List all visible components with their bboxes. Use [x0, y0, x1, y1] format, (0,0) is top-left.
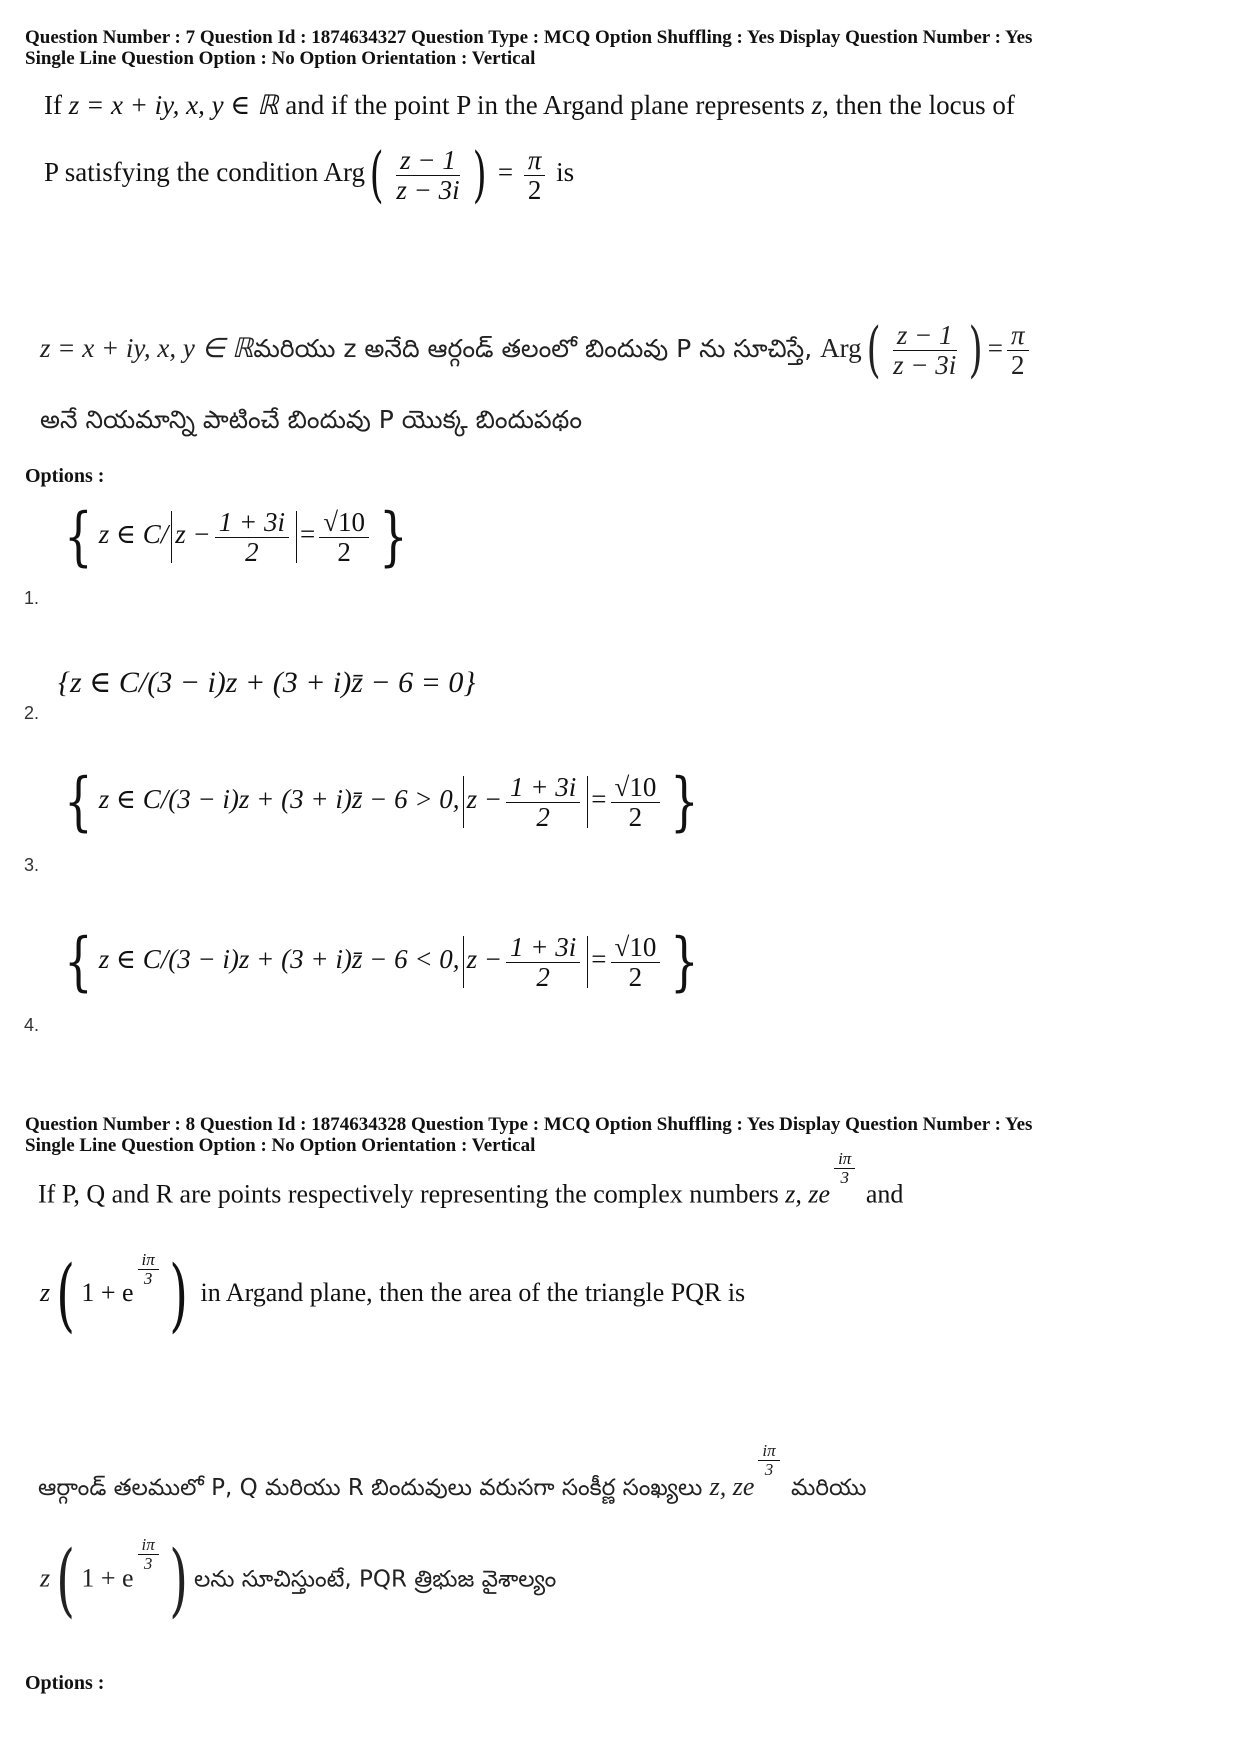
- option-pre: z ∈ C/: [98, 519, 169, 550]
- q8-te-exponent: [758, 1442, 779, 1479]
- rhs-den: 2: [628, 801, 643, 832]
- q8-options-label: Options :: [25, 1672, 105, 1694]
- q7-if: If: [44, 90, 62, 120]
- right-paren: ): [472, 140, 487, 210]
- equals: =: [987, 333, 1003, 363]
- left-paren: (: [866, 315, 881, 385]
- q7-meta-line2: Single Line Question Option : No Option Orientation : Vertical: [25, 48, 536, 69]
- q8-te-text2: లను సూచిస్తుంటే, PQR త్రిభుజ వైశాల్యం: [194, 1566, 557, 1593]
- q8-te-one-plus-e: 1 + e: [81, 1563, 134, 1593]
- equals: =: [591, 784, 607, 815]
- abs-bar: [296, 511, 297, 563]
- frac-num: z − 1: [893, 321, 957, 350]
- left-brace: {: [64, 500, 93, 574]
- q7-te-arg: Arg: [820, 333, 862, 363]
- two: 2: [527, 174, 542, 205]
- q8-te-z: z: [40, 1563, 51, 1593]
- q7-option-4-number: 4.: [24, 1015, 40, 1035]
- right-brace: }: [379, 500, 408, 574]
- exp-num: iπ: [138, 1251, 159, 1270]
- q7-te-pi-over-2: [1007, 321, 1029, 379]
- left-paren: (: [56, 1248, 76, 1341]
- rhs-num: √10: [319, 508, 369, 537]
- right-brace: }: [670, 925, 699, 999]
- left-paren: (: [369, 140, 384, 210]
- frac-den: z − 3i: [396, 174, 460, 205]
- q8-meta-line1: Question Number : 8 Question Id : 1874634328 Question Type : MCQ Option Shuffling : Yes Display Question Number : Yes: [25, 1114, 1033, 1135]
- exp-den: 3: [143, 1268, 153, 1288]
- pi: π: [524, 146, 546, 175]
- exp-num: iπ: [758, 1442, 779, 1461]
- q7-option-1[interactable]: [58, 500, 414, 574]
- exp-den: 3: [840, 1167, 849, 1187]
- q7-z: z,: [811, 90, 829, 120]
- frac-den: z − 3i: [893, 349, 957, 380]
- q7-options-label: Options :: [25, 465, 105, 487]
- q8-meta-line2: Single Line Question Option : No Option Orientation : Vertical: [25, 1135, 536, 1156]
- abs-bar: [171, 511, 172, 563]
- pi: π: [1007, 321, 1029, 350]
- rhs-num: √10: [611, 773, 661, 802]
- left-brace: {: [64, 765, 93, 839]
- q8-te-math1: z, ze: [709, 1471, 755, 1501]
- equals: =: [591, 944, 607, 975]
- q7-telugu-line1: [40, 315, 1033, 385]
- left-paren: (: [56, 1533, 76, 1626]
- q8-meta: [25, 1114, 1032, 1156]
- q7-english-line1: [44, 90, 1015, 121]
- q8-te-and: మరియు: [790, 1474, 867, 1501]
- exp-num: iπ: [834, 1150, 855, 1169]
- q7-is: is: [556, 157, 575, 188]
- option-rhs: [611, 773, 661, 831]
- q7-option-4[interactable]: [58, 925, 705, 999]
- frac-num: 1 + 3i: [506, 933, 580, 962]
- abs-bar: [587, 936, 588, 988]
- option-pre: z ∈ C/(3 − i)z + (3 + i)z̄ − 6 < 0,: [98, 944, 460, 975]
- option-pre: z ∈ C/(3 − i)z + (3 + i)z̄ − 6 > 0,: [98, 784, 460, 815]
- frac-num: 1 + 3i: [506, 773, 580, 802]
- rhs-num: √10: [611, 933, 661, 962]
- q7-meta-line1: Question Number : 7 Question Id : 1874634327 Question Type : MCQ Option Shuffling : Yes Display Question Number : Yes: [25, 27, 1033, 48]
- q7-option-2-number: 2.: [24, 703, 40, 723]
- q7-option-3-number: 3.: [24, 855, 40, 875]
- right-brace: }: [670, 765, 699, 839]
- abs-bar: [587, 776, 588, 828]
- q7-option-2[interactable]: {z ∈ C/(3 − i)z + (3 + i)z̄ − 6 = 0}: [58, 666, 476, 699]
- frac-num: 1 + 3i: [215, 508, 289, 537]
- q8-exponent-2: [138, 1251, 159, 1288]
- q7-english-line2: P satisfying the condition Arg( $\frac{z - 1}{z - 3i}$ ) = $\frac{\pi}{2}$ is: [44, 140, 575, 210]
- q7-option-3[interactable]: [58, 765, 705, 839]
- q7-te-fraction: [889, 321, 960, 379]
- right-paren: ): [169, 1533, 188, 1626]
- q8-exponent: [834, 1150, 855, 1187]
- q7-arg-fraction: [392, 146, 463, 204]
- rhs-den: 2: [337, 536, 351, 567]
- q8-te-exponent-2: [138, 1536, 159, 1573]
- q7-option-1-number: 1.: [24, 588, 40, 608]
- option-frac: [506, 773, 580, 831]
- q8-line2-text: in Argand plane, then the area of the triangle PQR is: [200, 1277, 746, 1307]
- q7-pi-over-2: [524, 146, 546, 204]
- q8-math1: z, ze: [785, 1179, 831, 1209]
- right-paren: ): [169, 1248, 188, 1341]
- q8-english-line2: [40, 1248, 746, 1341]
- option-mod-pre: z −: [466, 784, 503, 815]
- exp-num: iπ: [138, 1536, 159, 1555]
- q8-and: and: [865, 1179, 904, 1209]
- q7-telugu-line2: అనే నియమాన్ని పాటించే బిందువు P యొక్క బిందుపథం: [40, 405, 583, 434]
- rhs-den: 2: [628, 961, 643, 992]
- q8-telugu-line2: [40, 1533, 557, 1626]
- right-paren: ): [968, 315, 984, 385]
- exp-den: 3: [764, 1459, 774, 1479]
- q7-te-math: z = x + iy, x, y ∈ ℝ: [40, 333, 254, 363]
- frac-den: 2: [536, 961, 550, 992]
- equals: =: [299, 519, 316, 550]
- option-mod-pre: z −: [175, 519, 211, 550]
- option-mod-pre: z −: [466, 944, 503, 975]
- q7-z-def: z = x + iy, x, y ∈ ℝ: [68, 90, 279, 120]
- option-rhs: [611, 933, 661, 991]
- q7-meta: [25, 27, 1032, 69]
- abs-bar: [463, 936, 464, 988]
- abs-bar: [463, 776, 464, 828]
- q8-one-plus-e: 1 + e: [81, 1277, 134, 1307]
- q8-line1-text: If P, Q and R are points respectively representing the complex numbers: [38, 1179, 779, 1209]
- option-frac: [506, 933, 580, 991]
- frac-den: 2: [536, 801, 550, 832]
- q7-line1-end: then the locus of: [835, 90, 1015, 120]
- frac-num: z − 1: [396, 146, 460, 175]
- option-frac: [215, 508, 289, 566]
- frac-den: 2: [245, 536, 259, 567]
- option-rhs: [319, 508, 369, 566]
- exp-den: 3: [143, 1553, 153, 1573]
- q8-z: z: [40, 1277, 51, 1307]
- q7-line2-prefix: P satisfying the condition Arg: [44, 157, 365, 188]
- q7-line1-rest: and if the point P in the Argand plane represents: [285, 90, 805, 120]
- two: 2: [1010, 349, 1025, 380]
- q8-te-text1: ఆర్గాండ్ తలములో P, Q మరియు R బిందువులు వరుసగా సంకీర్ణ సంఖ్యలు: [38, 1474, 703, 1501]
- q7-te-text: మరియు z అనేది ఆర్గండ్ తలంలో బిందువు P ను సూచిస్తే,: [253, 334, 813, 363]
- left-brace: {: [64, 925, 93, 999]
